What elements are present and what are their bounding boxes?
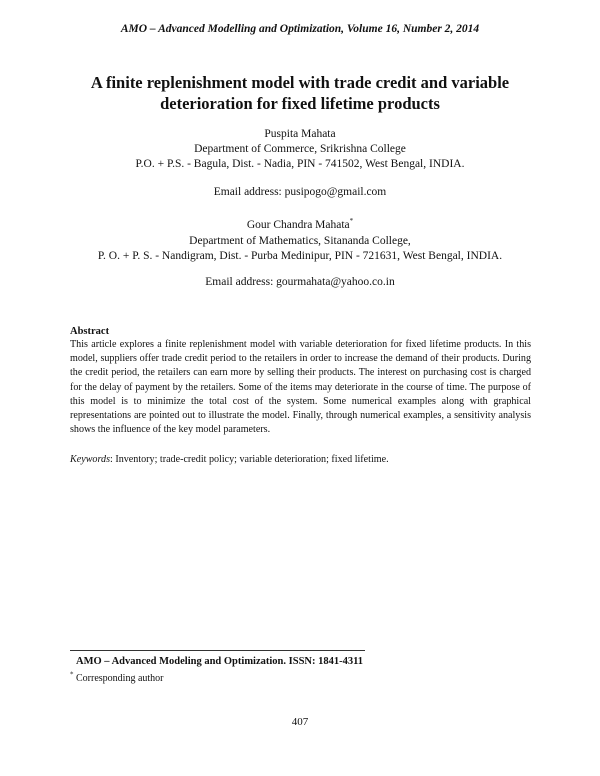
keywords-label: Keywords [70, 454, 111, 465]
running-head: AMO – Advanced Modelling and Optimization, Volume 16, Number 2, 2014 [120, 23, 480, 35]
page-number: 407 [291, 716, 309, 728]
author-1-email: Email address: pusipogo@gmail.com [213, 186, 387, 198]
paper-title [0, 72, 600, 114]
corresponding-marker: * [349, 217, 354, 226]
title-line-2: deterioration for fixed lifetime products [160, 94, 440, 113]
corresponding-note-text: Corresponding author [73, 673, 164, 684]
abstract-body: This article explores a finite replenishment model with variable deterioration for fixed lifetime products. In this model, suppliers offer trade credit period to the retailers in order to increase the demand of their products. During the credit period, the retailers can earn more by selling their products. The interest on purchasing cost is charged for the delay of payment by the retailers. Some of the items may deteriorate in the course of time. The purpose of this model is to minimize the total cost of the system. Some numerical examples along with graphical representations are pointed out to illustrate the model. Finally, through numerical examples, a sensitivity analysis shows the influence of the key model parameters. [70, 339, 531, 436]
author-1-name: Puspita Mahata [264, 128, 336, 140]
author-2-department: Department of Mathematics, Sitananda College, [189, 235, 411, 247]
abstract-heading: Abstract [70, 326, 110, 337]
author-1-department: Department of Commerce, Srikrishna College [194, 143, 406, 155]
footnote-rule [70, 650, 365, 651]
author-2-address: P. O. + P. S. - Nandigram, Dist. - Purba Medinipur, PIN - 721631, West Bengal, INDIA. [97, 250, 503, 262]
author-2-name: Gour Chandra Mahata [246, 219, 350, 231]
author-1-address: P.O. + P.S. - Bagula, Dist. - Nadia, PIN - 741502, West Bengal, INDIA. [135, 158, 465, 170]
keywords [70, 454, 531, 465]
corresponding-author-note [70, 670, 164, 684]
corresponding-note-marker: * [70, 670, 74, 679]
journal-footer: AMO – Advanced Modeling and Optimization. ISSN: 1841-4311 [76, 656, 364, 667]
title-line-1: A finite replenishment model with trade credit and variable [90, 73, 510, 92]
keywords-text: : Inventory; trade-credit policy; variable deterioration; fixed lifetime. [110, 454, 389, 465]
author-2-email: Email address: gourmahata@yahoo.co.in [205, 276, 395, 288]
author-2-name-line [0, 218, 600, 233]
